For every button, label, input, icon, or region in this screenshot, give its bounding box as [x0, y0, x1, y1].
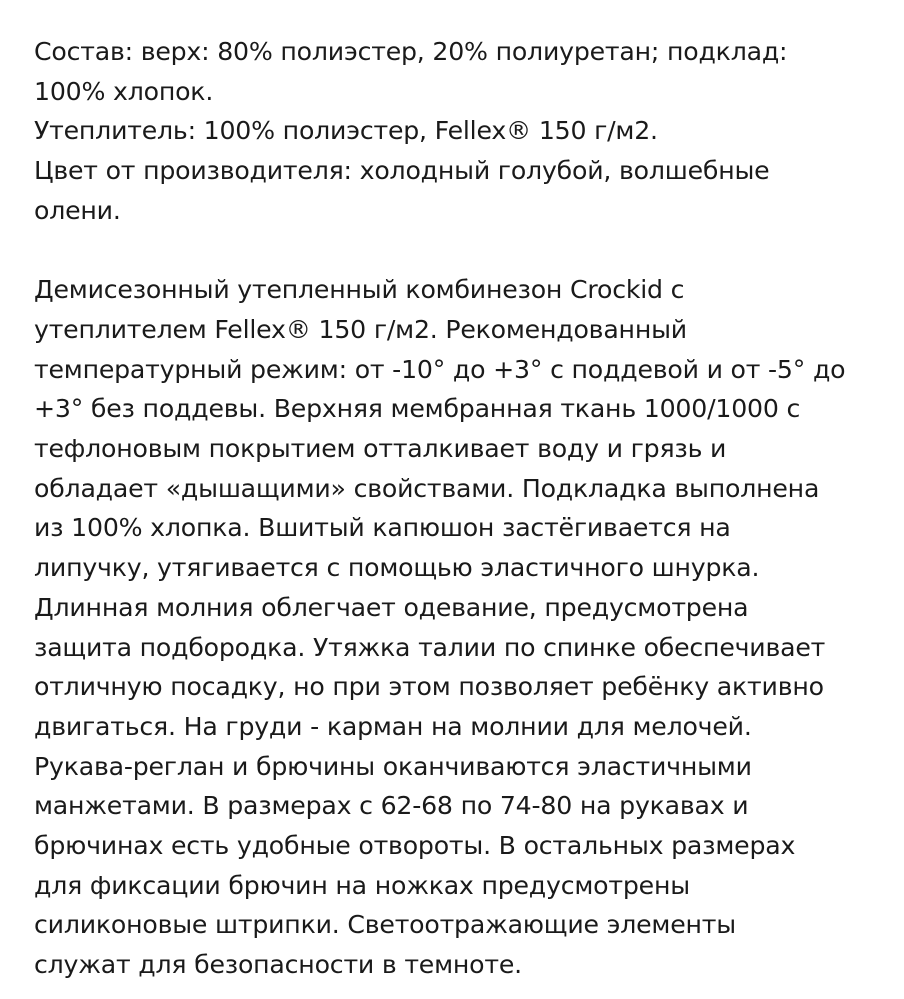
- text-line: служат для безопасности в темноте.: [34, 950, 522, 980]
- product-description: [34, 32, 884, 985]
- text-line: для фиксации брючин на ножках предусмотрены: [34, 870, 690, 900]
- text-line: манжетами. В размерах с 62-68 по 74-80 на рукавах и: [34, 791, 749, 821]
- text-line: из 100% хлопка. Вшитый капюшон застёгивается на: [34, 513, 731, 543]
- text-line: Рукава-реглан и брючины оканчиваются эластичными: [34, 751, 752, 781]
- text-line: обладает «дышащими» свойствами. Подкладка выполнена: [34, 473, 820, 503]
- text-line: брючинах есть удобные отвороты. В остальных размерах: [34, 831, 796, 861]
- composition-paragraph: [34, 32, 884, 231]
- text-line: Демисезонный утепленный комбинезон Crockid с: [34, 275, 685, 305]
- text-line: силиконовые штрипки. Светоотражающие элементы: [34, 910, 736, 940]
- text-line: липучку, утягивается с помощью эластичного шнурка.: [34, 553, 760, 583]
- description-paragraph: [34, 270, 884, 985]
- text-line: Состав: верх: 80% полиэстер, 20% полиуретан; подклад:: [34, 37, 788, 66]
- text-line: отличную посадку, но при этом позволяет ребёнку активно: [34, 672, 824, 702]
- text-line: Длинная молния облегчает одевание, предусмотрена: [34, 592, 749, 622]
- text-line: Утеплитель: 100% полиэстер, Fellex® 150 г/м2.: [34, 116, 658, 146]
- text-line: Цвет от производителя: холодный голубой, волшебные: [34, 156, 770, 186]
- text-line: олени.: [34, 195, 121, 225]
- paragraph-gap: [34, 231, 884, 271]
- text-line: 100% хлопок.: [34, 76, 214, 106]
- text-line: +3° без поддевы. Верхняя мембранная ткань 1000/1000 с: [34, 394, 801, 424]
- text-line: тефлоновым покрытием отталкивает воду и грязь и: [34, 434, 727, 464]
- text-line: утеплителем Fellex® 150 г/м2. Рекомендованный: [34, 314, 687, 344]
- text-line: температурный режим: от -10° до +3° с поддевой и от -5° до: [34, 354, 846, 384]
- text-line: защита подбородка. Утяжка талии по спинке обеспечивает: [34, 632, 826, 662]
- text-line: двигаться. На груди - карман на молнии для мелочей.: [34, 711, 752, 741]
